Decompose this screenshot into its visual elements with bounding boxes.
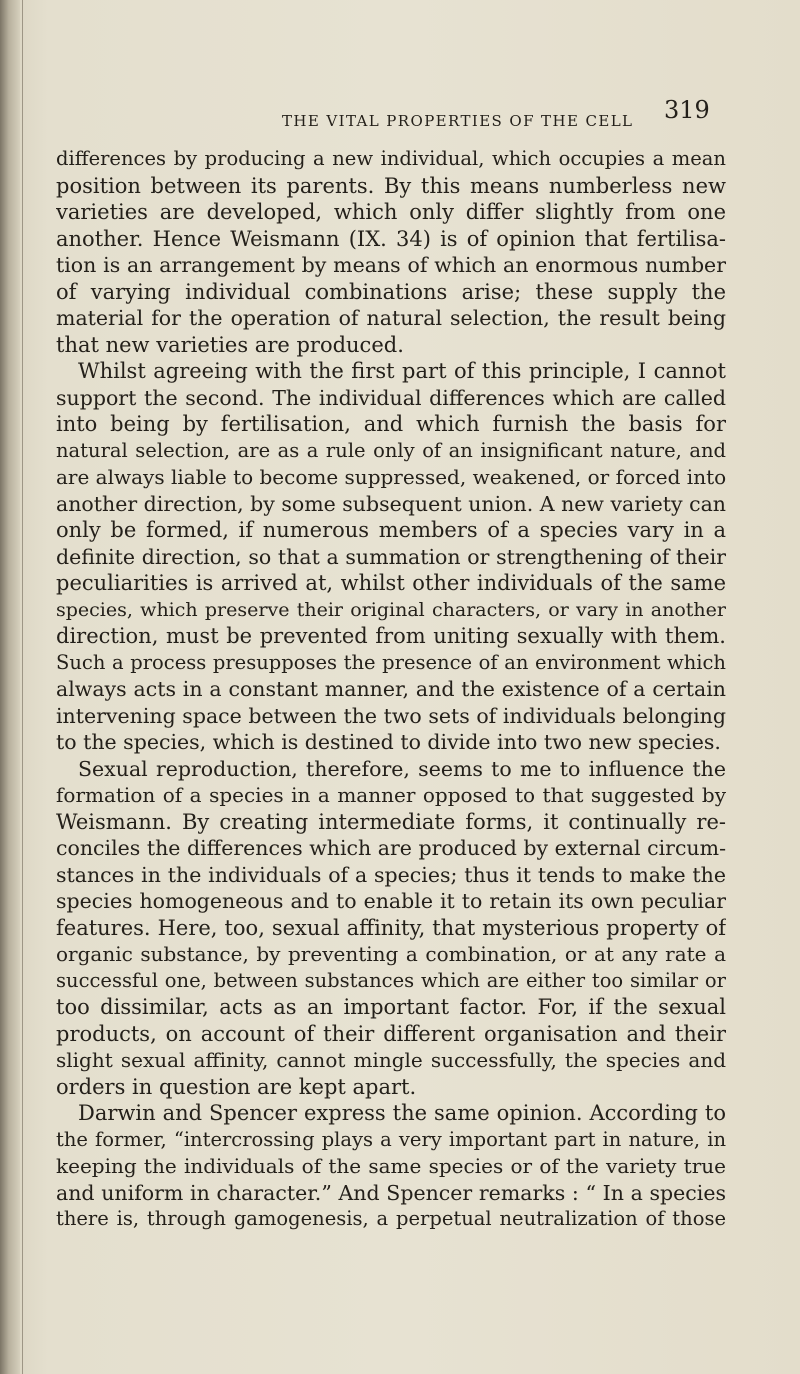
text-line: are always liable to become suppressed, weakened, or forced into: [56, 465, 726, 489]
text-line: varieties are developed, which only differ slightly from one: [56, 200, 726, 224]
text-line: successful one, between substances which are either too similar or: [56, 968, 726, 992]
page-binding-shadow: [0, 0, 20, 1374]
text-line: into being by fertilisation, and which furnish the basis for: [56, 412, 726, 436]
text-line: only be formed, if numerous members of a species vary in a: [56, 518, 726, 542]
page-number: 319: [664, 96, 710, 124]
text-line: organic substance, by preventing a combination, or at any rate a: [56, 942, 726, 966]
text-line: differences by producing a new individual, which occupies a mean: [56, 147, 726, 170]
page-edge-line: [22, 0, 23, 1374]
body-text: [56, 146, 726, 1233]
text-line: too dissimilar, acts as an important factor. For, if the sexual: [56, 995, 726, 1019]
text-line: intervening space between the two sets of individuals belonging: [56, 703, 726, 728]
text-line: formation of a species in a manner opposed to that suggested by: [56, 783, 726, 807]
text-line: Weismann. By creating intermediate forms, it continually re-: [56, 809, 726, 834]
text-line: material for the operation of natural selection, the result being: [56, 306, 726, 330]
text-line: direction, must be prevented from uniting sexually with them.: [56, 624, 726, 648]
text-line: conciles the differences which are produced by external circum-: [56, 836, 726, 860]
text-line: keeping the individuals of the same species or of the variety true: [56, 1154, 726, 1178]
text-line: Whilst agreeing with the first part of this principle, I cannot: [78, 359, 726, 383]
text-line: Sexual reproduction, therefore, seems to me to influence the: [78, 756, 726, 781]
text-line: always acts in a constant manner, and the existence of a certain: [56, 677, 726, 701]
text-line: products, on account of their different organisation and their: [56, 1021, 726, 1046]
text-line: position between its parents. By this means numberless new: [56, 173, 726, 198]
text-line: of varying individual combinations arise; these supply the: [56, 279, 726, 304]
text-line: Such a process presupposes the presence of an environment which: [56, 650, 726, 674]
text-line: definite direction, so that a summation or strengthening of their: [56, 544, 726, 569]
text-line: orders in question are kept apart.: [56, 1074, 417, 1099]
text-line: the former, “intercrossing plays a very important part in nature, in: [56, 1127, 726, 1151]
text-line: to the species, which is destined to divide into two new species.: [56, 730, 721, 754]
text-line: that new varieties are produced.: [56, 332, 404, 357]
running-head: THE VITAL PROPERTIES OF THE CELL: [282, 112, 634, 130]
text-line: species, which preserve their original characters, or vary in another: [56, 598, 726, 621]
text-line: stances in the individuals of a species; thus it tends to make the: [56, 862, 726, 887]
text-line: there is, through gamogenesis, a perpetual neutralization of those: [56, 1207, 726, 1230]
text-line: and uniform in character.” And Spencer remarks : “ In a species: [56, 1180, 726, 1205]
text-line: natural selection, are as a rule only of an insignificant nature, and: [56, 438, 726, 462]
text-line: Darwin and Spencer express the same opinion. According to: [78, 1101, 726, 1125]
text-line: species homogeneous and to enable it to retain its own peculiar: [56, 889, 726, 913]
text-line: features. Here, too, sexual affinity, that mysterious property of: [56, 915, 726, 940]
text-line: tion is an arrangement by means of which an enormous number: [56, 253, 726, 277]
text-line: another. Hence Weismann (IX. 34) is of opinion that fertilisa-: [56, 226, 726, 251]
text-line: support the second. The individual differences which are called: [56, 385, 726, 410]
text-line: another direction, by some subsequent union. A new variety can: [56, 491, 726, 516]
text-line: slight sexual affinity, cannot mingle successfully, the species and: [56, 1048, 726, 1072]
text-line: peculiarities is arrived at, whilst other individuals of the same: [56, 571, 726, 595]
